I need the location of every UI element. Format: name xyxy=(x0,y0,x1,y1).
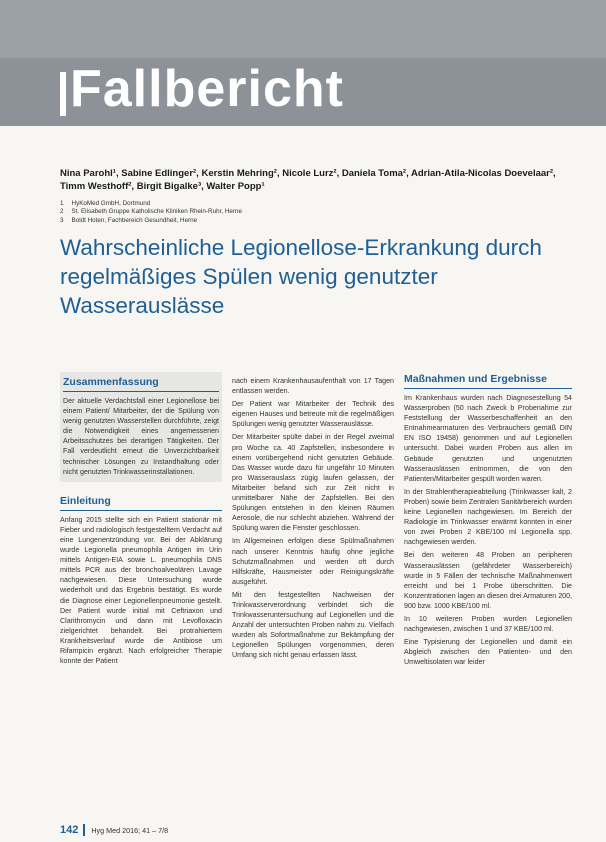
paragraph: In 10 weiteren Proben wurden Legionellen nachgewiesen, zwischen 1 und 37 KBE/100 ml. xyxy=(404,614,572,634)
page-footer xyxy=(60,824,168,836)
einleitung-heading: Einleitung xyxy=(60,494,222,511)
article-headline: Wahrscheinliche Legionellose-Erkrankung durch regelmäßiges Spülen wenig genutzter Wasserauslässe xyxy=(60,235,542,318)
abstract-box xyxy=(60,372,222,482)
paragraph: Der Patient war Mitarbeiter der Technik des eigenen Hauses und betreute mit die regelmäßigen Spülungen wenig genutzter Wasserauslässe. xyxy=(232,400,394,429)
affiliation-number: 3 xyxy=(60,216,64,224)
paragraph: Mit den festgestellten Nachweisen der Trinkwasserverordnung verbindet sich die Trinkwasseruntersuchung auf Legionellen und die Anzahl der untersuchten Proben nahm zu. Vielfach wurden als Sofortmaßnahme zur Bekämpfung der Legionellen Spülungen vorgenommen, deren Umfang sich nicht genau erfassen lässt. xyxy=(232,590,394,660)
abstract-text: Der aktuelle Verdachtsfall einer Legionellose bei einem Patient/ Mitarbeiter, der die Spülung von wenig genutzten Wasserstellen durchführte, zeigt die Notwendigkeit eines angemessenen Arbeitsschutzes bei derartigen Tätigkeiten. Der Fall verdeutlicht erneut die Unverzichtbarkeit technischer Lösungen zu Instandhaltung oder nicht genutzten Trinkwasserinstallationen. xyxy=(63,397,219,476)
affiliation-item xyxy=(60,208,480,216)
author-list: Nina Parohl¹, Sabine Edlinger², Kerstin Mehring², Nicole Lurz², Daniela Toma², Adrian-Atila-Nicolas Doevelaar², Timm Westhoff², Birgit Bigalke³, Walter Popp¹ xyxy=(60,168,556,192)
affiliation-text: HyKoMed GmbH, Dortmund xyxy=(71,200,151,207)
affiliation-item xyxy=(60,200,480,208)
paragraph: Im Krankenhaus wurden nach Diagnosestellung 54 Wasserproben (50 nach Zweck b Probenahme zur Feststellung der Wasserbeschaffenheit an den Entnahmearmaturen des Verbrauchers gemäß DIN EN ISO 19458) genommen und auf Legionellen untersucht. Dabei wurden Proben aus allen im Gebäude genutzten und ungenutzten Wasserauslässen entnommen, die von den Patienten/Mitarbeiter gespült worden waren. xyxy=(404,394,572,483)
column-right xyxy=(404,372,572,667)
paragraph: Eine Typisierung der Legionellen und damit ein Abgleich zwischen den Patienten- und den Umweltisolaten war leider xyxy=(404,638,572,667)
paragraph: In der Strahlentherapieabteilung (Trinkwasser kalt, 2 Proben) sowie beim Zentralen Sanitärbereich wurden keine Legionellen nachgewiesen. Im Bereich der Radiologie im Trinkwasser erwärmt konnten in einer von zwei Proben 2 KBE/100 ml Legionella spp. nachgewiesen werden. xyxy=(404,487,572,547)
affiliations xyxy=(60,200,480,225)
affiliation-text: Boldt Hoten, Fachbereich Gesundheit, Herne xyxy=(71,216,198,224)
paragraph: Bei den weiteren 48 Proben an peripheren Wasserauslässen (gefährdeter Wasserbereich) wurde in 5 Fällen der technische Maßnahmenwert erreicht und bei 1 Probe überschritten. Die Konzentrationen lagen an diesen drei Armaturen 200, 900 bzw. 1000 KBE/100 ml. xyxy=(404,551,573,610)
affiliation-number: 1 xyxy=(60,200,64,207)
abstract-heading: Zusammenfassung xyxy=(63,375,219,392)
column-left xyxy=(60,372,222,666)
affiliation-text: St. Elisabeth Gruppe Katholische Kliniken Rhein-Ruhr, Herne xyxy=(71,208,242,216)
section-title: Fallbericht xyxy=(70,60,344,118)
column-middle xyxy=(232,376,394,661)
affiliation-item xyxy=(60,217,480,225)
paragraph: Im Allgemeinen erfolgen diese Spülmaßnahmen nach unserer Kenntnis häufig ohne jegliche Schutzmaßnahmen und werden oft durch Hilfskräfte, Hausmeister oder Reinigungskräfte ausgeführt. xyxy=(232,537,394,586)
paragraph: Der Mitarbeiter spülte dabei in der Regel zweimal pro Woche ca. 40 Zapfstellen, insbesondere in einem vorübergehend nicht genutzten Gebäude. Das Wasser wurde dazu für ungefähr 10 Minuten pro Wasserauslass zügig laufen gelassen, der Mitarbeiter befand sich zur Zeit nicht in unmittelbarer Nähe der Zapfstellen. Bei den Spülungen entstehen in den kleinen Räumen Aerosole, die nur schlecht abziehen. Während der Spülung waren die Fenster geschlossen. xyxy=(232,433,394,533)
journal-citation: Hyg Med 2016; 41 – 7/8 xyxy=(91,825,169,835)
ergebnisse-heading: Maßnahmen und Ergebnisse xyxy=(404,372,572,389)
paragraph: nach einem Krankenhausaufenthalt von 17 Tagen entlassen werden. xyxy=(232,377,394,396)
header-shade xyxy=(0,0,606,58)
einleitung-text: Anfang 2015 stellte sich ein Patient stationär mit Fieber und radiologisch festgestelltem Verdacht auf eine Lungenentzündung vor. Bei der Abklärung wurde Legionella pneumophila Antigen im Urin mittels Antigen-EIA sowie L. pneumophila DNS mittels PCR aus der bronchoalveolären Lavage nachgewiesen. Diese Untersuchung wurde wiederholt und das Ergebnis bestätigt. Es wurde die Diagnose einer Legionellenpneumonie gestellt. Der Patient wurde initial mit Ceftriaxon und Clarithromycin und dann mit Levofloxacin zielgerichtet behandelt. Bei protrahiertem Krankheitsverlauf wurde die Antibiose um Rifampicin ergänzt. Nach erfolgreicher Therapie konnte der Patient xyxy=(60,515,222,666)
title-accent-bar xyxy=(60,72,66,116)
page-number: 142 xyxy=(60,824,85,836)
affiliation-number: 2 xyxy=(60,208,64,216)
